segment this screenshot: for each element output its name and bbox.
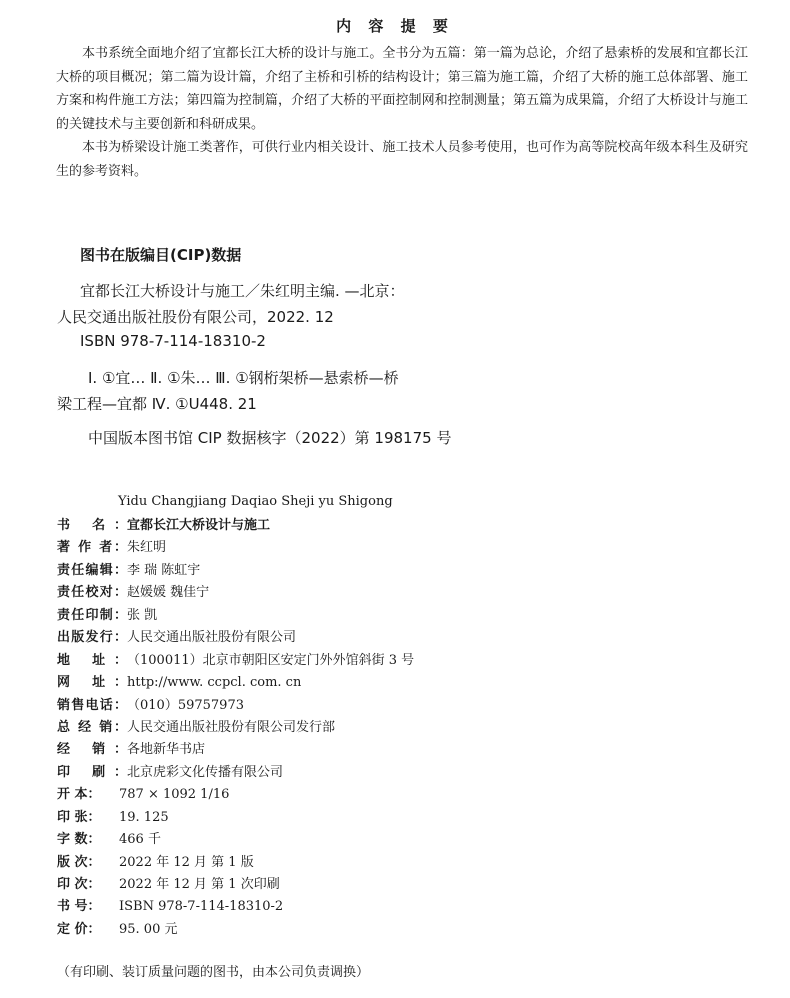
cip-line-classification-cont: 梁工程—宜都 Ⅳ. ①U448. 21 <box>57 395 257 413</box>
cip-heading: 图书在版编目(CIP)数据 <box>80 246 242 264</box>
colophon-row-website <box>57 672 757 694</box>
colophon-value: 李 瑞 陈虹宇 <box>127 562 201 578</box>
colophon-value: http://www. ccpcl. com. cn <box>127 675 302 691</box>
colophon-row-author <box>57 537 757 559</box>
colophon-row-proofreader <box>57 582 757 604</box>
colophon-row-sales-phone <box>57 695 757 717</box>
summary-paragraph-2: 本书为桥梁设计施工类著作，可供行业内相关设计、施工技术人员参考使用，也可作为高等院校高年级本科生及研究生的参考资料。 <box>56 140 748 179</box>
colophon-value: 北京虎彩文化传播有限公司 <box>127 764 284 780</box>
colophon-label: 销售电话： <box>57 697 127 713</box>
colophon-label: 责任编辑： <box>57 562 127 578</box>
colophon-value: 95. 00 元 <box>119 921 178 937</box>
colophon-row-editor <box>57 560 757 582</box>
colophon-value: 朱红明 <box>127 540 167 556</box>
colophon-value: （010）59757973 <box>127 697 244 713</box>
colophon-label: 责任校对： <box>57 585 127 601</box>
colophon-row-retailer <box>57 739 757 761</box>
cip-line-publisher: 人民交通出版社股份有限公司，2022. 12 <box>57 308 334 326</box>
colophon-value: 466 千 <box>119 832 161 848</box>
cip-line-title: 宜都长江大桥设计与施工／朱红明主编. —北京： <box>80 282 405 300</box>
quality-footnote: （有印刷、装订质量问题的图书，由本公司负责调换） <box>57 965 370 980</box>
colophon-row-edition <box>57 852 757 874</box>
colophon-row-printing <box>57 874 757 896</box>
colophon-value: ISBN 978-7-114-18310-2 <box>119 899 284 915</box>
colophon-row-price <box>57 919 757 941</box>
colophon-label: 著 作 者： <box>57 540 127 556</box>
colophon-label: 印 次： <box>57 877 101 892</box>
colophon-row-print-supervisor <box>57 605 757 627</box>
colophon-value: 787 × 1092 1/16 <box>119 787 230 803</box>
colophon-value: 赵媛媛 魏佳宁 <box>127 585 210 601</box>
colophon-row-distributor <box>57 717 757 739</box>
cip-line-isbn: ISBN 978-7-114-18310-2 <box>80 332 266 350</box>
cip-line-classification: Ⅰ. ①宜… Ⅱ. ①朱… Ⅲ. ①钢桁架桥—悬索桥—桥 <box>88 369 399 387</box>
colophon-label: 总 经 销： <box>57 719 127 735</box>
colophon-row-isbn <box>57 896 757 918</box>
colophon-row-address <box>57 650 757 672</box>
summary-body <box>56 42 748 184</box>
colophon-label: 出版发行： <box>57 630 127 646</box>
colophon-value: 宜都长江大桥设计与施工 <box>127 518 271 533</box>
colophon-label: 定 价： <box>57 921 101 937</box>
colophon-label: 地 址： <box>57 652 127 668</box>
colophon-value: （100011）北京市朝阳区安定门外外馆斜街 3 号 <box>127 652 415 668</box>
colophon-value: 19. 125 <box>119 809 169 825</box>
summary-title: 内 容 提 要 <box>336 17 454 35</box>
colophon-label: 开 本： <box>57 787 101 803</box>
colophon-value: 各地新华书店 <box>127 742 206 758</box>
colophon-label: 责任印制： <box>57 607 127 623</box>
colophon <box>57 515 757 941</box>
colophon-label: 书 号： <box>57 899 101 915</box>
colophon-row-format <box>57 784 757 806</box>
colophon-label: 经 销： <box>57 742 127 758</box>
colophon-value: 2022 年 12 月 第 1 版 <box>119 854 254 870</box>
colophon-row-printer <box>57 762 757 784</box>
colophon-label: 印 张： <box>57 809 101 825</box>
colophon-row-title <box>57 515 757 537</box>
colophon-row-word-count <box>57 829 757 851</box>
colophon-label: 网 址： <box>57 675 127 691</box>
colophon-row-publisher <box>57 627 757 649</box>
summary-paragraph-1: 本书系统全面地介绍了宜都长江大桥的设计与施工。全书分为五篇：第一篇为总论，介绍了悬索桥的发展和宜都长江大桥的项目概况；第二篇为设计篇，介绍了主桥和引桥的结构设计；第三篇为施工篇，介绍了大桥的施工总体部署、施工方案和构件施工方法；第四篇为控制篇，介绍了大桥的平面控制网和控制测量；第五篇为成果篇，介绍了大桥设计与施工的关键技术与主要创新和科研成果。 <box>56 46 748 132</box>
colophon-value: 张 凯 <box>127 607 158 623</box>
colophon-value: 2022 年 12 月 第 1 次印刷 <box>119 877 280 892</box>
colophon-label: 印 刷： <box>57 764 127 780</box>
colophon-row-sheets <box>57 807 757 829</box>
colophon-value: 人民交通出版社股份有限公司发行部 <box>127 719 336 735</box>
pinyin-title: Yidu Changjiang Daqiao Sheji yu Shigong <box>118 494 393 509</box>
cip-line-record-number: 中国版本图书馆 CIP 数据核字（2022）第 198175 号 <box>88 429 452 447</box>
colophon-label: 字 数： <box>57 832 101 848</box>
colophon-label: 版 次： <box>57 854 101 870</box>
colophon-label: 书 名： <box>57 518 127 533</box>
colophon-value: 人民交通出版社股份有限公司 <box>127 630 297 646</box>
